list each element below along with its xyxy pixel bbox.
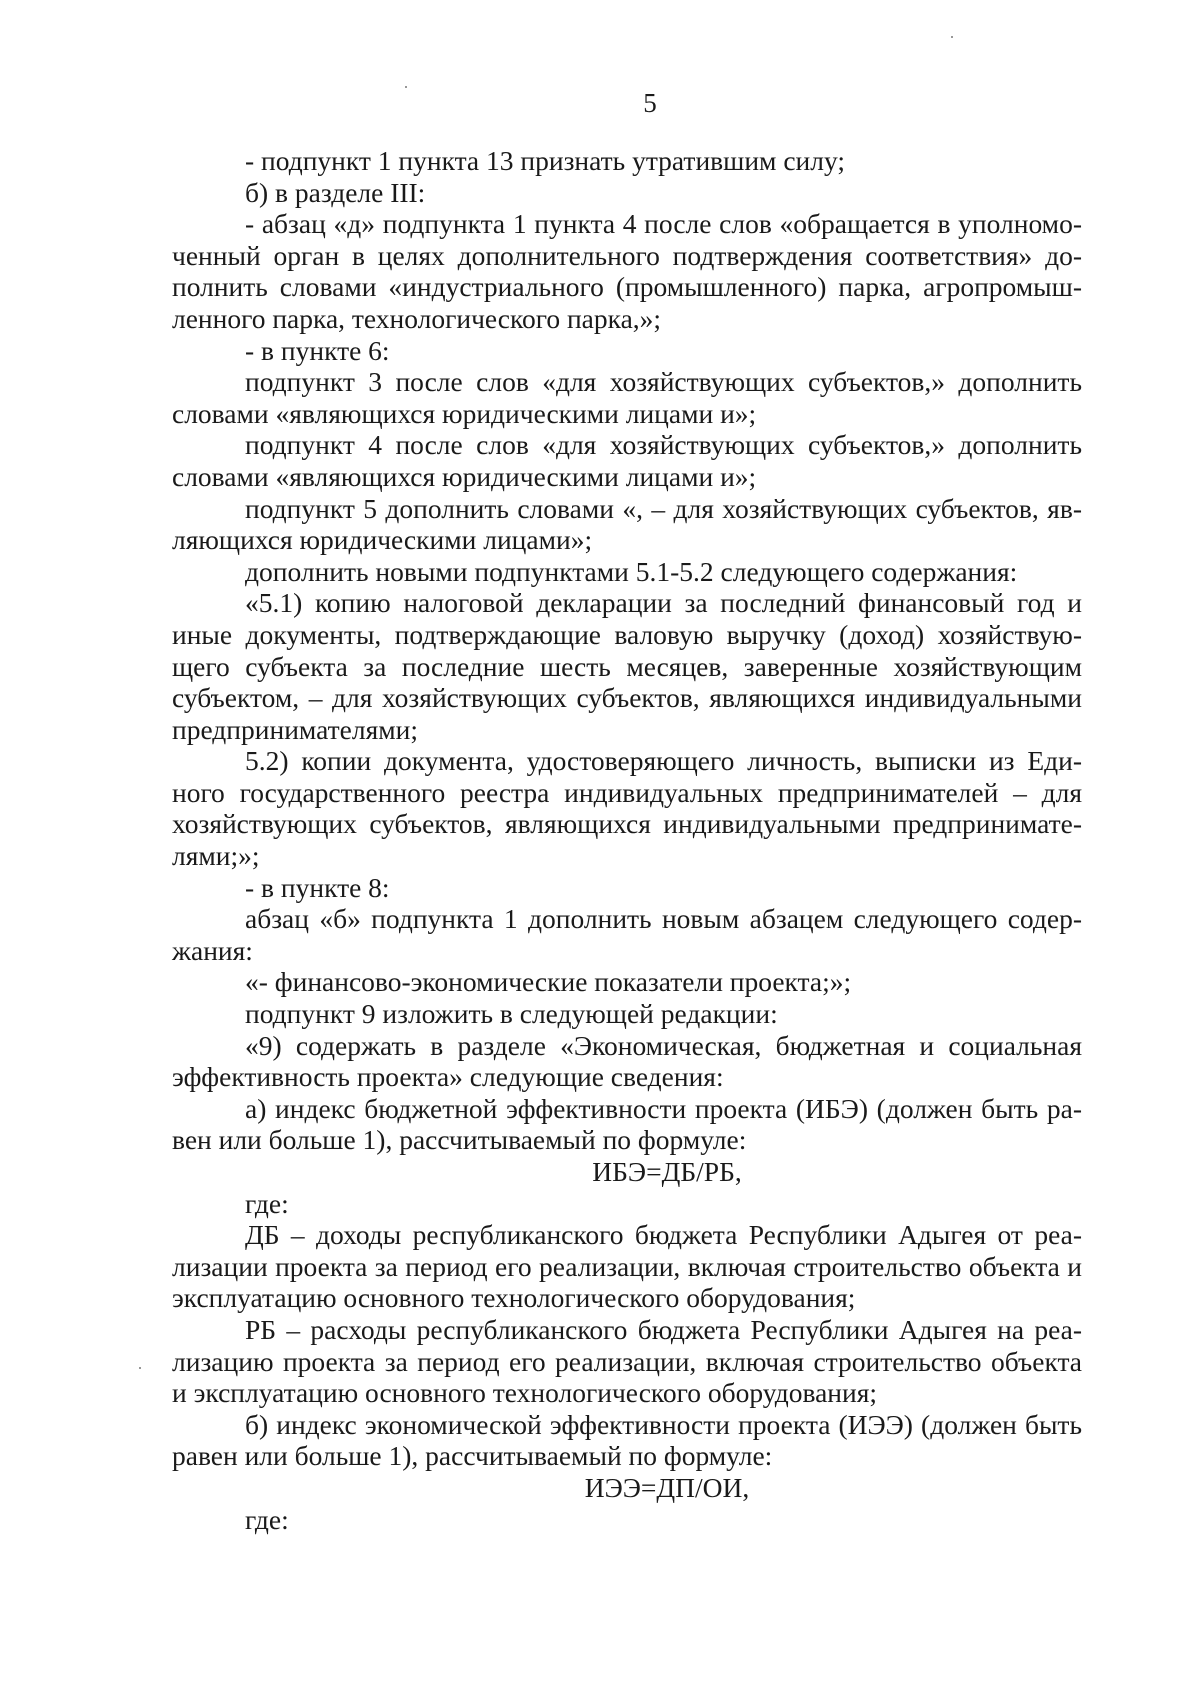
paragraph: - подпункт 1 пункта 13 признать утратившим силу; xyxy=(245,145,845,176)
formula-ibe: ИБЭ=ДБ/РБ, xyxy=(592,1156,742,1187)
document-body xyxy=(172,145,1082,1535)
paragraph: подпункт 4 после слов «для хозяйствующих субъектов,» дополнить словами «являющихся юридическими лицами и»; xyxy=(172,429,1082,492)
paragraph: - в пункте 8: xyxy=(245,871,390,903)
where-label: где: xyxy=(245,1503,289,1535)
paragraph: подпункт 3 после слов «для хозяйствующих субъектов,» дополнить словами «являющихся юридическими лицами и»; xyxy=(172,366,1082,429)
paragraph: ДБ – доходы республиканского бюджета Республики Адыгея от реализации проекта за период его реализации, включая строительство объекта и эксплуатацию основного технологического оборудования; xyxy=(172,1219,1082,1314)
scan-speck xyxy=(951,36,953,38)
paragraph: «- финансово-экономические показатели проекта;»; xyxy=(245,966,852,998)
page-number: 5 xyxy=(643,88,657,118)
scan-speck xyxy=(139,1367,141,1369)
formula-iee: ИЭЭ=ДП/ОИ, xyxy=(584,1471,750,1503)
paragraph: 5.2) копии документа, удостоверяющего личность, выписки из Единого государственного реестра индивидуальных предпринимателей – для хозяйствующих субъектов, являющихся индивидуальными предпринимателями;»; xyxy=(172,745,1082,872)
paragraph: - абзац «д» подпункта 1 пункта 4 после слов «обращается в уполномоченный орган в целях дополнительного подтверждения соответствия» дополнить словами «индустриального (промышленного) парка, агропромышленного парка, технологического парка,»; xyxy=(172,208,1082,334)
where-label: где: xyxy=(245,1187,289,1219)
paragraph: подпункт 9 изложить в следующей редакции: xyxy=(245,998,778,1030)
paragraph: подпункт 5 дополнить словами «, – для хозяйствующих субъектов, являющихся юридическими лицами»; xyxy=(172,492,1082,556)
paragraph: - в пункте 6: xyxy=(245,334,390,366)
paragraph: б) в разделе III: xyxy=(245,176,426,208)
paragraph: дополнить новыми подпунктами 5.1-5.2 следующего содержания: xyxy=(245,555,1018,587)
paragraph: «9) содержать в разделе «Экономическая, бюджетная и социальная эффективность проекта» следующие сведения: xyxy=(172,1029,1082,1093)
paragraph: абзац «б» подпункта 1 дополнить новым абзацем следующего содержания: xyxy=(172,903,1082,966)
paragraph: РБ – расходы республиканского бюджета Республики Адыгея на реализацию проекта за период его реализации, включая строительство объекта и эксплуатацию основного технологического оборудования; xyxy=(172,1313,1082,1409)
paragraph: «5.1) копию налоговой декларации за последний финансовый год и иные документы, подтверждающие валовую выручку (доход) хозяйствующего субъекта за последние шесть месяцев, заверенные хозяйствующим субъектом, – для хозяйствующих субъектов, являющихся индивидуальными предпринимателями; xyxy=(172,587,1082,745)
paragraph: а) индекс бюджетной эффективности проекта (ИБЭ) (должен быть равен или больше 1), рассчитываемый по формуле: xyxy=(172,1092,1082,1156)
paragraph: б) индекс экономической эффективности проекта (ИЭЭ) (должен быть равен или больше 1), рассчитываемый по формуле: xyxy=(172,1408,1082,1472)
